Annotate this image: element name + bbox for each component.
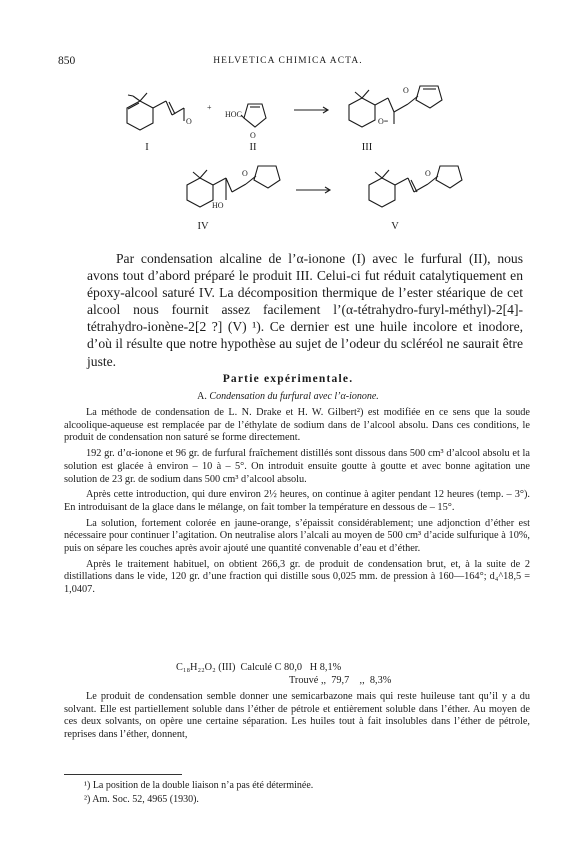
label-compound-i: I bbox=[145, 142, 149, 153]
paragraph-4: La solution, fortement colorée en jaune-orange, s’épaissit considérablement; une adjonction d’éther est nécessaire pour continuer l’agitation. On neutralise alors l’alcali au moyen de 500 cm³ d’acide sulfurique à 10%, puis on sépare les couches après avoir ajouté une quantité convenable d’eau et d’éther. bbox=[64, 517, 530, 555]
atom-o-2: O bbox=[250, 131, 256, 140]
reaction-arrow-2 bbox=[296, 187, 330, 193]
atom-hoc: HOC bbox=[225, 110, 242, 119]
compound-iv-structure bbox=[187, 166, 280, 207]
atom-ho: HO bbox=[212, 201, 224, 210]
reaction-arrow-1 bbox=[294, 107, 328, 113]
label-compound-iv: IV bbox=[197, 221, 209, 232]
intro-paragraph: Par condensation alcaline de l’α-ionone (I) avec le furfural (II), nous avons tout d’abord préparé le produit III. Celui-ci fut réduit catalytiquement en époxy-alcool saturé IV. La décomposition thermique de l’ester stéarique de cet alcool nous fournit assez facilement l’(α-tétrahydro-furyl-méthyl)-2[4]-tétrahydro-ionène-2[2 ?] (V) ¹). Ce dernier est une huile incolore et inodore, d’où il résulte que notre hypothèse au sujet de l’odeur du scléréol ne saurait être juste. bbox=[87, 251, 523, 369]
page-number: 850 bbox=[58, 55, 76, 67]
subsection-title: Condensation du furfural avec l’α-ionone. bbox=[209, 391, 379, 402]
atom-o-1: O bbox=[186, 117, 192, 126]
atom-o-5: O bbox=[242, 169, 248, 178]
atom-o-3: O bbox=[403, 86, 409, 95]
footnote-rule bbox=[64, 774, 182, 775]
compound-ii-structure bbox=[241, 104, 266, 127]
atom-o-4: O= bbox=[378, 117, 389, 126]
atom-o-6: O bbox=[425, 169, 431, 178]
paragraph-5: Après le traitement habituel, on obtient 266,3 gr. de produit de condensation brut, et, à la suite de 2 distillations dans le vide, 120 gr. d’une fraction qui distille sous 0,025 mm. de pression à 160—164°; d₄^18,5 = 1,0407. bbox=[64, 558, 530, 596]
analysis-line-calc: C₁₈H₂₂O₂ (III) Calculé C 80,0 H 8,1% bbox=[176, 662, 342, 673]
experimental-text bbox=[64, 407, 530, 600]
label-compound-iii: III bbox=[361, 142, 373, 153]
section-heading: Partie expérimentale. bbox=[222, 373, 354, 385]
paragraph-2: 192 gr. d’α-ionone et 96 gr. de furfural fraîchement distillés sont dissous dans 500 cm³ d’alcool absolu et la solution est glacée à environ – 10 à – 5°. On introduit ensuite goutte à goutte et avec bonne agitation une solution de 23 gr. de sodium dans 500 cm³ d’alcool absolu. bbox=[64, 448, 530, 485]
compound-v-structure bbox=[369, 166, 462, 207]
subsection-prefix: A. bbox=[197, 391, 207, 402]
subsection-heading bbox=[0, 391, 576, 402]
intro-text bbox=[87, 250, 523, 370]
label-compound-v: V bbox=[391, 221, 399, 232]
plus-sign: + bbox=[207, 103, 212, 112]
footnote-1: ¹) La position de la double liaison n’a pas été déterminée. bbox=[84, 780, 314, 791]
paragraph-6: Le produit de condensation semble donner une semicarbazone mais qui reste huileuse tant qu’il y a du solvant. Elle est partiellement soluble dans l’éther de pétrole et entièrement soluble dans l’éther. Au moyen de ces deux solvants, on opère une certaine séparation. Les huiles tout à fait insolubles dans l’éther de pétrole, reprises dans l’éther, donnent, bbox=[64, 691, 530, 741]
paragraph-1: La méthode de condensation de L. N. Drake et H. W. Gilbert²) est modifiée en ce sens que la soude alcoolique-aqueuse est remplacée par de l’éthylate de sodium dans de l’alcool absolu. Dans ces conditions, le produit de condensation non saturé se forme directement. bbox=[64, 407, 530, 444]
paragraph-3: Après cette introduction, qui dure environ 2½ heures, on continue à agiter pendant 12 heures (temp. – 3°). En introduisant de la glace dans le mélange, on fait tomber la température en dessous de – 15°. bbox=[64, 489, 530, 513]
experimental-text-2 bbox=[64, 691, 530, 745]
journal-title: HELVETICA CHIMICA ACTA. bbox=[213, 56, 363, 66]
reaction-scheme bbox=[0, 70, 576, 240]
label-compound-ii: II bbox=[249, 142, 257, 153]
compound-iii-structure bbox=[349, 86, 442, 127]
footnote-2: ²) Am. Soc. 52, 4965 (1930). bbox=[84, 794, 199, 805]
analysis-line-found: Trouvé ,, 79,7 ,, 8,3% bbox=[289, 675, 392, 686]
compound-i-structure bbox=[127, 93, 184, 130]
